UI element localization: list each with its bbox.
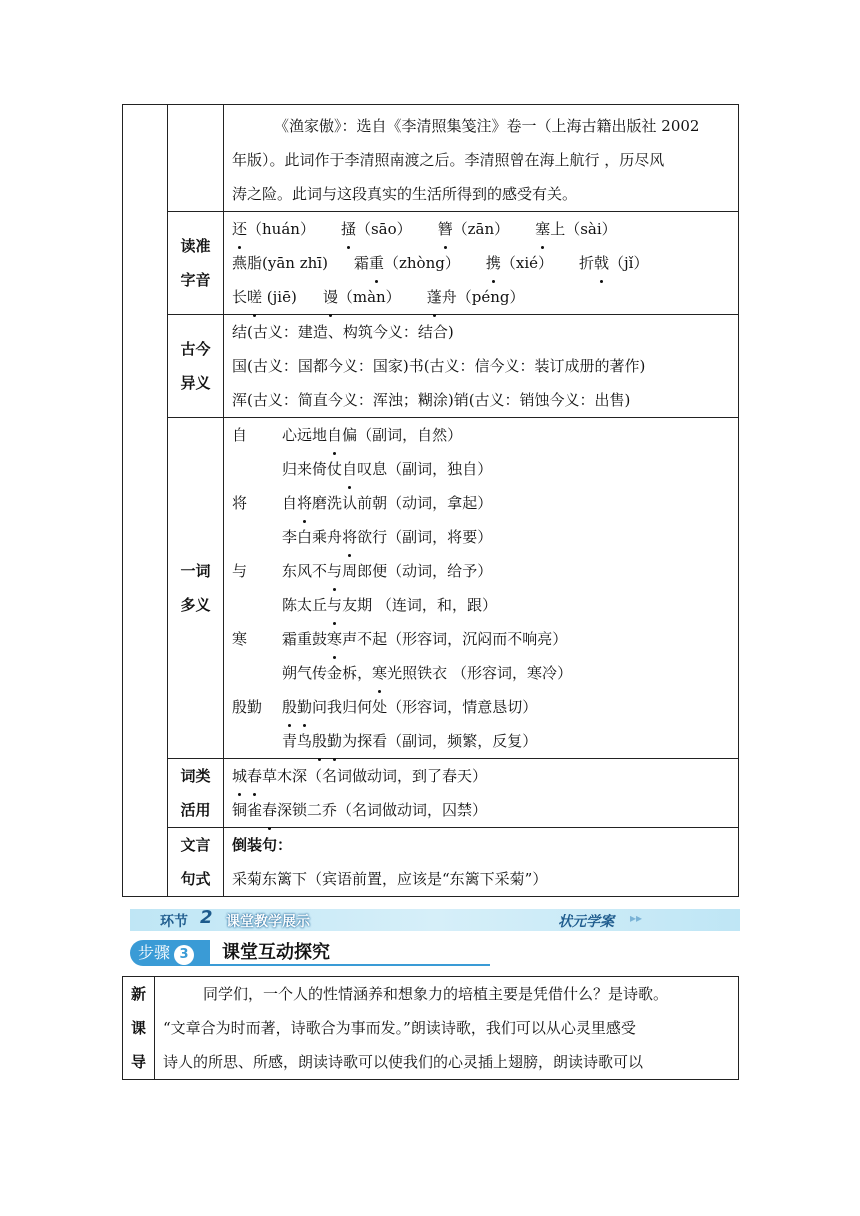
step-title: 课堂互动探究 xyxy=(222,942,330,963)
ancient-modern-cell xyxy=(224,315,739,418)
ancient-modern-line: 国(古义：国都今义：国家)书(古义：信今义：装订成册的著作) xyxy=(232,357,646,375)
banner-brand: 状元学案 xyxy=(558,914,614,930)
new-lesson-header: 新 课 导 xyxy=(123,977,155,1080)
new-lesson-table xyxy=(122,976,739,1080)
step-underline xyxy=(210,964,490,966)
pronunciation-header: 读准 字音 xyxy=(168,212,224,315)
word-class-cell xyxy=(224,759,739,828)
polysemy-word: 寒 xyxy=(232,630,248,648)
polysemy-header: 一词 多义 xyxy=(168,418,224,759)
polysemy-word: 与 xyxy=(232,562,248,580)
syntax-cell xyxy=(224,828,739,897)
polysemy-line: 殷勤 殷勤问我归何处（形容词，情意恳切） xyxy=(224,690,738,724)
syntax-line: 采菊东篱下（宾语前置，应该是“东篱下采菊”） xyxy=(232,870,548,888)
word-class-header: 词类 活用 xyxy=(168,759,224,828)
new-lesson-line: “文章合为时而著，诗歌合为事而发。”朗读诗歌，我们可以从心灵里感受 xyxy=(163,1019,636,1037)
new-lesson-line: 同学们，一个人的性情涵养和想象力的培植主要是凭借什么？是诗歌。 xyxy=(203,985,669,1003)
ancient-modern-line: 结(古义：建造、构筑今义：结合) xyxy=(232,323,454,341)
step-label: 步骤 3 xyxy=(130,940,210,966)
polysemy-line: 李白乘舟将欲行（副词，将要） xyxy=(224,520,738,554)
new-lesson-text xyxy=(155,977,739,1080)
pronunciation-row xyxy=(224,280,738,314)
polysemy-word: 殷勤 xyxy=(232,698,263,716)
pronunciation-item: 燕脂(yān zhī) xyxy=(232,254,328,272)
pronunciation-item: 长嗟 (jiē) xyxy=(232,288,297,306)
new-lesson-line: 诗人的所思、所感，朗读诗歌可以使我们的心灵插上翅膀，朗读诗歌可以 xyxy=(163,1053,644,1071)
banner-number: 2 xyxy=(200,907,213,928)
ancient-modern-header: 古今 异义 xyxy=(168,315,224,418)
syntax-header: 文言 句式 xyxy=(168,828,224,897)
pronunciation-row xyxy=(224,246,738,280)
ancient-modern-line: 浑(古义：简直今义：浑浊；糊涂)销(古义：销蚀今义：出售) xyxy=(232,391,631,409)
banner-background xyxy=(130,909,740,931)
polysemy-line: 自 心远地自偏（副词，自然） xyxy=(224,418,738,452)
polysemy-line: 与 东风不与周郎便（动词，给予） xyxy=(224,554,738,588)
pronunciation-item: 塞上（sài） xyxy=(535,220,616,238)
word-class-line: 城春草木深（名词做动词，到了春天） xyxy=(224,759,738,793)
word-class-line: 铜雀春深锁二乔（名词做动词，囚禁） xyxy=(224,793,738,827)
pronunciation-item: 蓬舟（péng） xyxy=(427,288,525,306)
pronunciation-item: 折戟（jǐ） xyxy=(579,254,648,272)
pronunciation-row xyxy=(224,212,738,246)
polysemy-word: 将 xyxy=(232,494,248,512)
polysemy-cell xyxy=(224,418,739,759)
polysemy-line: 陈太丘与友期 （连词，和，跟） xyxy=(224,588,738,622)
polysemy-line: 青鸟殷勤为探看（副词，频繁，反复） xyxy=(224,724,738,758)
banner-prefix: 环节 xyxy=(160,914,188,930)
intro-line: 涛之险。此词与这段真实的生活所得到的感受有关。 xyxy=(232,185,578,203)
intro-line: 《渔家傲》：选自《李清照集笺注》卷一（上海古籍出版社 2002 xyxy=(274,117,700,135)
pronunciation-item: 携（xié） xyxy=(486,254,553,272)
polysemy-line: 朔气传金柝，寒光照铁衣 （形容词，寒冷） xyxy=(224,656,738,690)
pronunciation-item: 搔（sāo） xyxy=(341,220,412,238)
polysemy-line: 寒 霜重鼓寒声不起（形容词，沉闷而不响亮） xyxy=(224,622,738,656)
section-banner xyxy=(130,909,740,931)
polysemy-word: 自 xyxy=(232,426,248,444)
syntax-title: 倒装句： xyxy=(232,836,293,854)
pronunciation-item: 霜重（zhòng） xyxy=(354,254,460,272)
pronunciation-item: 谩（màn） xyxy=(323,288,401,306)
vocabulary-table xyxy=(122,104,739,897)
intro-line: 年版）。此词作于李清照南渡之后。李清照曾在海上航行 ，历尽风 xyxy=(232,151,665,169)
polysemy-line: 归来倚仗自叹息（副词，独自） xyxy=(224,452,738,486)
intro-header-cell xyxy=(168,105,224,212)
step-number: 3 xyxy=(174,945,194,965)
outer-left-column xyxy=(123,105,168,897)
banner-arrow-icon: ▸▸ xyxy=(630,911,643,925)
banner-title: 课堂教学展示 xyxy=(226,914,310,930)
pronunciation-item: 还（huán） xyxy=(232,220,315,238)
pronunciation-cell xyxy=(224,212,739,315)
intro-paragraph xyxy=(224,105,739,212)
polysemy-line: 将 自将磨洗认前朝（动词，拿起） xyxy=(224,486,738,520)
pronunciation-item: 簪（zān） xyxy=(438,220,510,238)
